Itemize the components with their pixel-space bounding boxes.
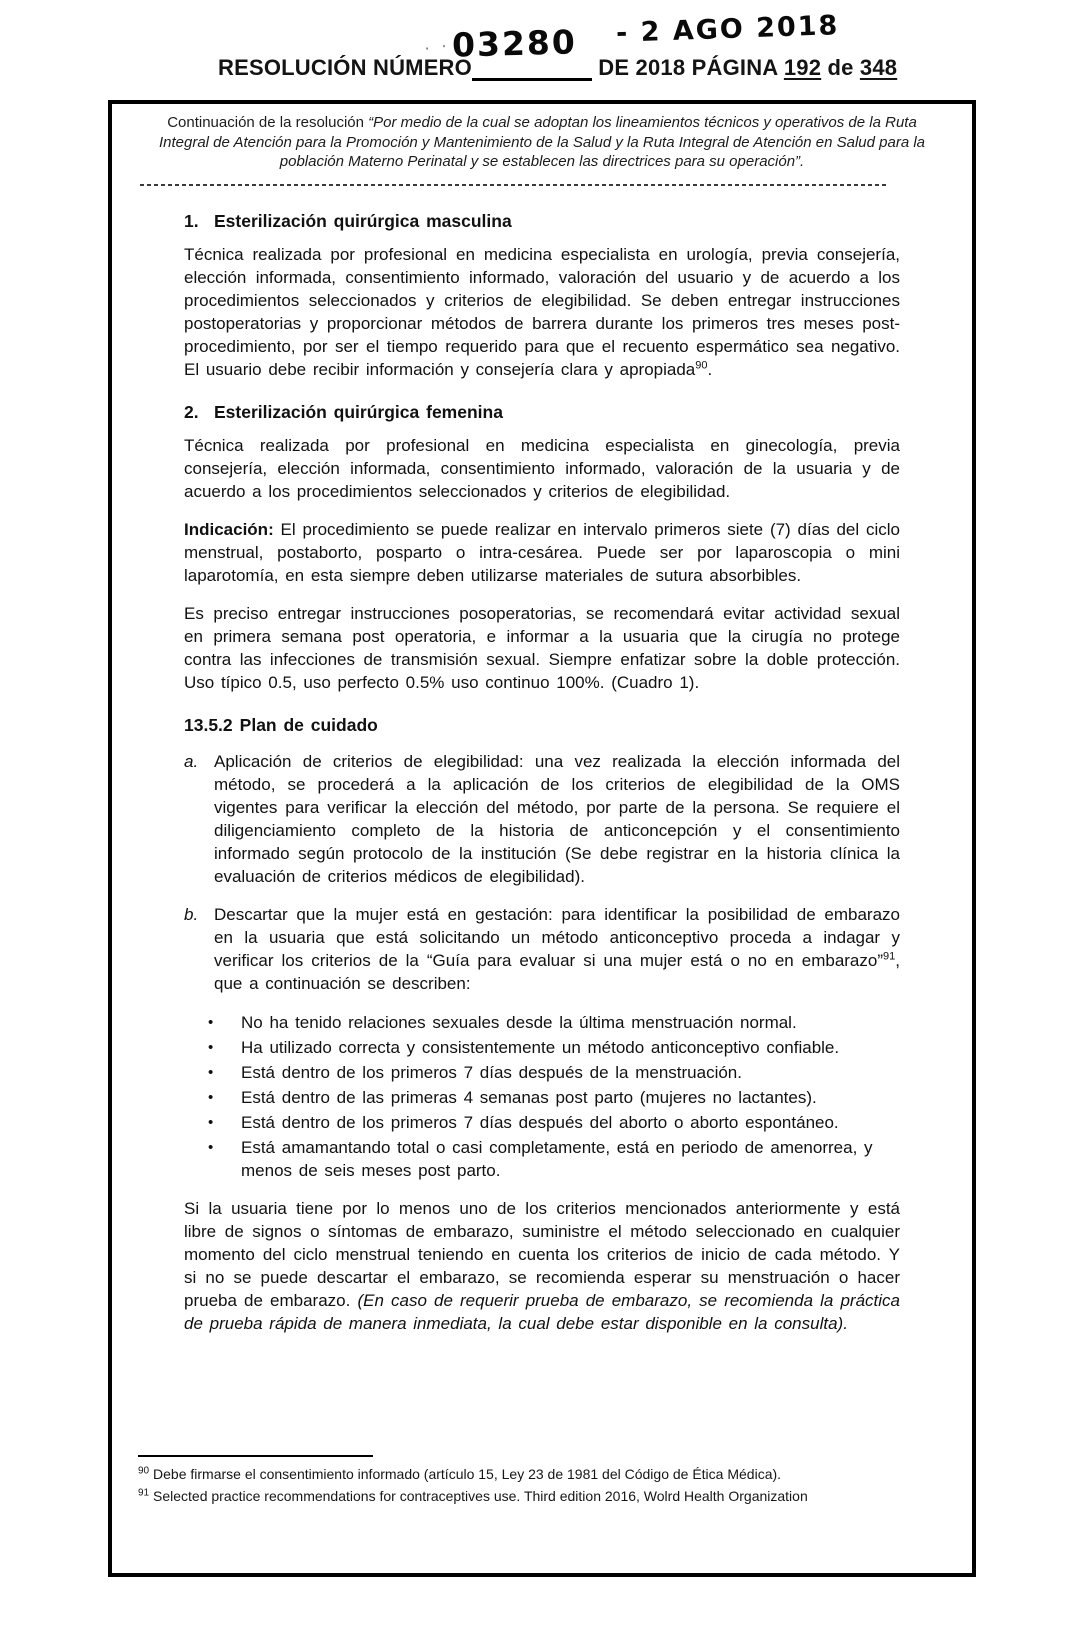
item-b-text [214,903,900,995]
date-stamp: - 2 AGO 2018 [615,10,840,49]
list-item [208,1036,900,1059]
bullet-icon: • [208,1088,214,1106]
bullet-icon: • [208,1038,214,1056]
indication-label: Indicación: [184,519,274,539]
indication-body: El procedimiento se puede realizar en intervalo primeros siete (7) días del ciclo menstrual, postaborto, posparto o intra-cesárea. Puede ser por laparoscopia o mini laparotomía, en esta siempre deben utilizarse materiales de sutura absorbibles. [184,519,900,585]
closing-italic: (En caso de requerir prueba de embarazo, se recomienda la práctica de prueba rápida de manera inmediata, la cual debe estar disponible en la consulta). [184,1290,900,1333]
bullet-text: Ha utilizado correcta y consistentemente un método anticonceptivo confiable. [241,1037,840,1057]
item-b-after: , que a continuación se describen: [214,950,900,993]
page-connector: de [821,55,860,80]
continuation-prefix: Continuación de la resolución [167,114,369,131]
criteria-bullet-list [208,1011,900,1182]
item-a-text: Aplicación de criterios de elegibilidad: una vez realizada la elección informada del método, se procederá a la aplicación de los criterios de elegibilidad de la OMS vigentes para verificar la elección del método, por parte de la persona. Se requiere el diligenciamiento completo de la historia de anticoncepción y el consentimiento informado según protocolo de la institución (Se debe registrar en la historia clínica la evaluación de criterios médicos de elegibilidad). [214,751,900,886]
section1-body-text: Técnica realizada por profesional en medicina especialista en urología, previa consejería, elección informada, consentimiento informado, valoración del usuario y de acuerdo a los procedimientos seleccionados y criterios de elegibilidad. Se deben entregar instrucciones postoperatorias y proporcionar métodos de barrera durante los primeros tres meses post-procedimiento, por ser el tiempo requerido para que el recuento espermático sea negativo. El usuario debe recibir información y consejería clara y apropiada [184,244,900,379]
footnote-91-ref: 91 [138,1487,150,1499]
plan-heading-number: 13.5.2 [184,714,233,735]
footnote-91-text: Selected practice recommendations for contraceptives use. Third edition 2016, Wolrd Health Organization [149,1488,808,1504]
continuation-quote: “Por medio de la cual se adoptan los lineamientos técnicos y operativos de la Ruta Integral de Atención para la Promoción y Mantenimiento de la Salud y la Ruta Integral de Atención en Salud para la población Materno Perinatal y se establecen las directrices para su operación”. [158,114,926,170]
stamp-smudge: · · [422,34,452,58]
list-item [208,1086,900,1109]
footnote-90-ref: 90 [138,1465,150,1477]
bullet-icon: • [208,1063,214,1081]
section1-paragraph [184,243,900,381]
footnote-91 [138,1485,908,1507]
bullet-icon: • [208,1138,214,1156]
section1-number: 1. [184,210,199,231]
list-item-a [184,750,900,888]
footnote-ref-90: 90 [695,358,708,371]
list-item [208,1136,900,1182]
footnote-divider [138,1455,373,1457]
closing-paragraph [184,1197,900,1335]
list-item [208,1011,900,1034]
section2-heading [184,401,900,424]
plan-heading-title: Plan de cuidado [239,714,378,735]
footnote-90-text: Debe firmarse el consentimiento informado (artículo 15, Ley 23 de 1981 del Código de Ética Médica). [149,1466,782,1482]
section1-heading [184,210,900,233]
resolution-title-prefix: RESOLUCIÓN NÚMERO [218,55,472,80]
footnote-90 [138,1463,908,1485]
footnote-ref-91: 91 [883,949,896,962]
closing-regular: Si la usuaria tiene por lo menos uno de los criterios mencionados anteriormente y está libre de signos o síntomas de embarazo, suministre el método seleccionado en cualquier momento del ciclo menstrual teniendo en cuenta los criterios de inicio de cada método. Y si no se puede descartar el embarazo, se recomienda esperar su menstruación o hacer prueba de embarazo. [184,1198,900,1310]
document-body [184,210,900,1335]
resolution-title-mid: DE 2018 PÁGINA [591,55,784,80]
list-item [208,1111,900,1134]
section2-number: 2. [184,401,199,422]
dashed-separator [140,184,888,186]
item-a-label: a. [184,751,199,771]
continuation-note [146,113,937,172]
bullet-text: No ha tenido relaciones sexuales desde la última menstruación normal. [241,1012,797,1032]
bullet-text: Está dentro de los primeros 7 días después de la menstruación. [241,1062,742,1082]
page-total: 348 [859,55,898,80]
footnotes [138,1455,908,1507]
bullet-text: Está dentro de los primeros 7 días después del aborto o aborto espontáneo. [241,1112,839,1132]
resolution-number-stamp: 03280 [451,22,578,65]
bullet-icon: • [208,1113,214,1131]
section1-body-end: . [707,359,713,379]
item-b-before: Descartar que la mujer está en gestación: para identificar la posibilidad de embarazo en la usuaria que está solicitando un método anticonceptivo proceda a indagar y verificar los criterios de la “Guía para evaluar si una mujer está o no en embarazo” [214,904,900,970]
list-item [208,1061,900,1084]
postoperative-paragraph: Es preciso entregar instrucciones posoperatorias, se recomendará evitar actividad sexual en primera semana post operatoria, e informar a la usuaria que la cirugía no protege contra las infecciones de transmisión sexual. Siempre enfatizar sobre la doble protección. Uso típico 0.5, uso perfecto 0.5% uso continuo 100%. (Cuadro 1). [184,603,900,692]
bullet-text: Está dentro de las primeras 4 semanas post parto (mujeres no lactantes). [241,1087,817,1107]
section2-title: Esterilización quirúrgica femenina [214,401,503,422]
section1-title: Esterilización quirúrgica masculina [214,210,512,231]
plan-heading [184,714,900,737]
page-frame [108,100,976,1577]
page-current: 192 [783,55,822,80]
list-item-b [184,903,900,995]
item-b-label: b. [184,904,199,924]
bullet-icon: • [208,1013,214,1031]
indication-paragraph [184,518,900,587]
section2-paragraph: Técnica realizada por profesional en medicina especialista en ginecología, previa consejería, elección informada, consentimiento informado, valoración de la usuaria y de acuerdo a los procedimientos seleccionados y criterios de elegibilidad. [184,435,900,501]
bullet-text: Está amamantando total o casi completamente, está en periodo de amenorrea, y menos de seis meses post parto. [241,1137,873,1180]
